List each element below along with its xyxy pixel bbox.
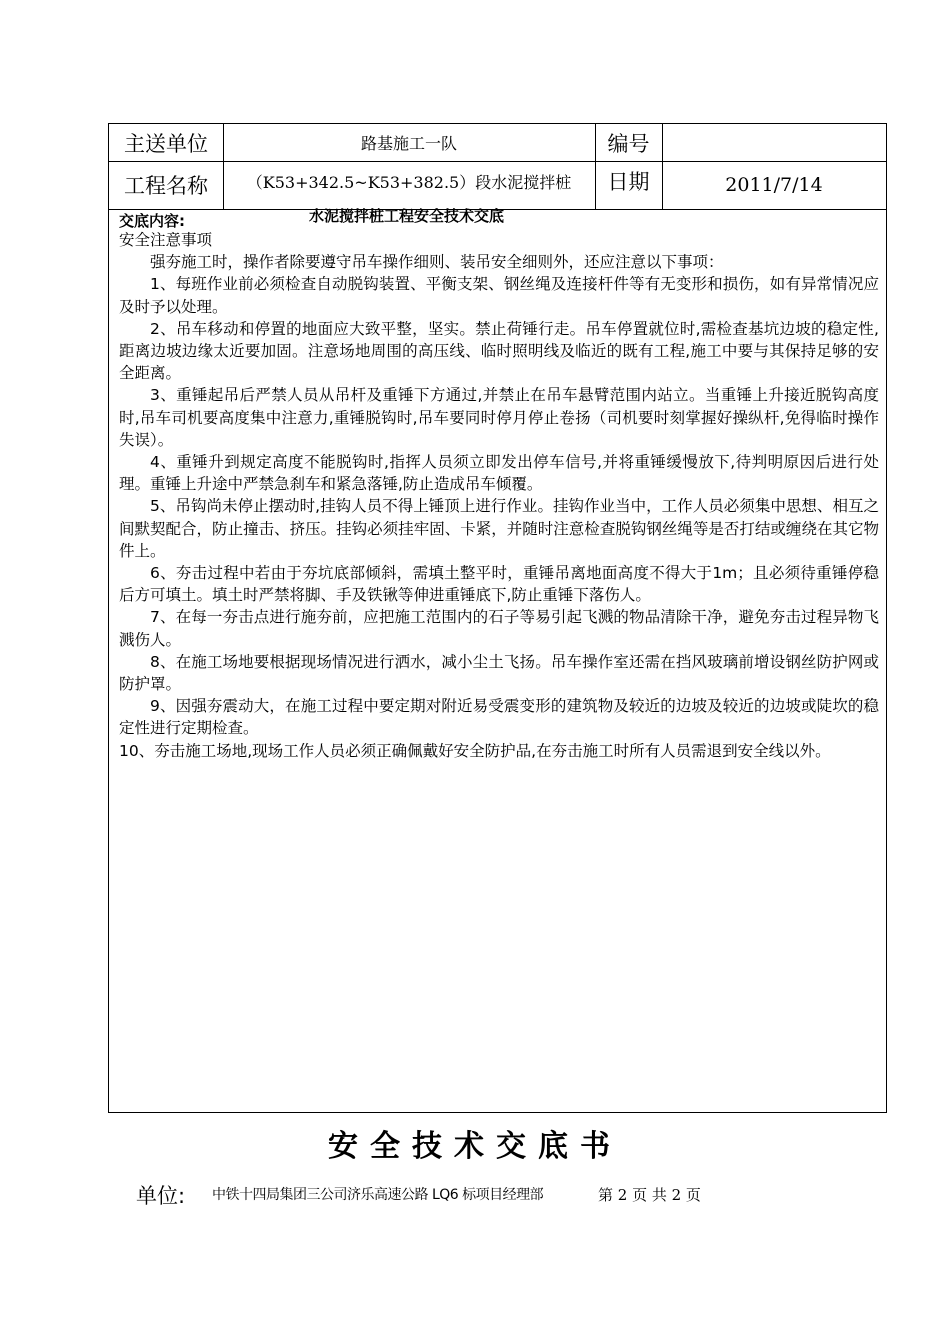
sender-value: 路基施工一队 [360, 134, 457, 153]
unit-label: 单位: [136, 1184, 186, 1208]
paragraph: 4、重锤升到规定高度不能脱钩时,指挥人员须立即发出停车信号,并将重锤缓慢放下,待判明原因后进行处理。重锤上升途中严禁急刹车和紧急落锤,防止造成吊车倾覆。 [119, 453, 879, 494]
paragraph: 强夯施工时，操作者除要遵守吊车操作细则、装吊安全细则外，还应注意以下事项： [150, 253, 724, 272]
paragraph: 9、因强夯震动大，在施工过程中要定期对附近易受震变形的建筑物及较近的边坡及较近的边坡或陡坎的稳定性进行定期检查。 [119, 697, 879, 738]
number-label: 编号 [607, 131, 650, 156]
handover-form [108, 123, 887, 1113]
paragraph: 7、在每一夯击点进行施夯前，应把施工范围内的石子等易引起飞溅的物品清除干净，避免夯击过程异物飞溅伤人。 [119, 608, 879, 649]
project-label: 工程名称 [124, 174, 208, 198]
number-value [662, 124, 886, 161]
paragraph: 3、重锤起吊后严禁人员从吊杆及重锤下方通过,并禁止在吊车悬臂范围内站立。当重锤上升接近脱钩高度时,吊车司机要高度集中注意力,重锤脱钩时,吊车要同时停月停止卷扬（司机要时刻掌握好操纵杆,免得临时操作失误）。 [119, 386, 879, 449]
paragraph: 8、在施工场地要根据现场情况进行洒水，减小尘土飞扬。吊车操作室还需在挡风玻璃前增设钢丝防护网或防护罩。 [119, 652, 879, 694]
document-title: 安全技术交底书 [328, 1129, 622, 1164]
paragraph: 1、每班作业前必须检查自动脱钩装置、平衡支架、钢丝绳及连接杆件等有无变形和损伤，如有异常情况应及时予以处理。 [119, 275, 879, 316]
date-value: 2011/7/14 [725, 174, 823, 196]
content-body [119, 229, 879, 762]
sender-label: 主送单位 [124, 131, 208, 156]
paragraph: 6、夯击过程中若由于夯坑底部倾斜，需填土整平时，重锤吊离地面高度不得大于1m；且必须待重锤停稳后方可填土。填土时严禁将脚、手及铁锹等伸进重锤底下,防止重锤下落伤人。 [119, 564, 879, 605]
section-heading: 安全注意事项 [119, 231, 213, 249]
page-number: 第 2 页 共 2 页 [598, 1186, 701, 1204]
paragraph: 10、夯击施工场地,现场工作人员必须正确佩戴好安全防护品,在夯击施工时所有人员需退到安全线以外。 [119, 741, 831, 760]
date-label: 日期 [607, 170, 650, 194]
paragraph: 2、吊车移动和停置的地面应大致平整，坚实。禁止荷锤行走。吊车停置就位时,需检查基坑边坡的稳定性,距离边坡边缘太近要加固。注意场地周围的高压线、临时照明线及临近的既有工程,施工中要与其保持足够的安全距离。 [119, 319, 879, 383]
paragraph: 5、吊钩尚未停止摆动时,挂钩人员不得上锤顶上进行作业。挂钩作业当中，工作人员必须集中思想、相互之间默契配合，防止撞击、挤压。挂钩必须挂牢固、卡紧，并随时注意检查脱钩钢丝绳等是否打结或缠绕在其它物件上。 [119, 497, 879, 560]
project-value: （K53+342.5~K53+382.5）段水泥搅拌桩 [246, 172, 572, 192]
content-title: 水泥搅拌桩工程安全技术交底 [309, 207, 505, 225]
content-label: 交底内容: [119, 212, 185, 230]
unit-name: 中铁十四局集团三公司济乐高速公路 LQ6 标项目经理部 [212, 1187, 544, 1203]
